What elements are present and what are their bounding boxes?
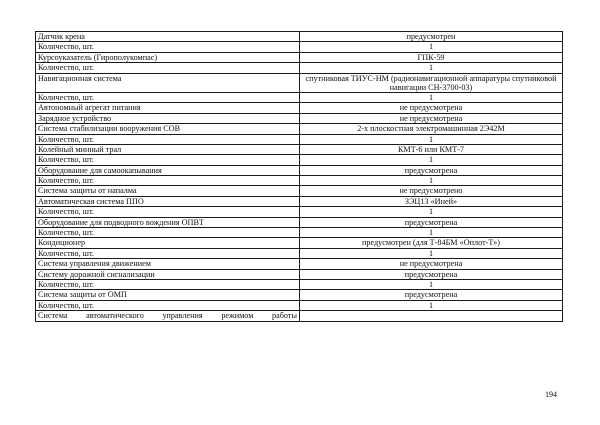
row-label: Оборудование для самоокапывания <box>36 165 300 175</box>
row-label: Количество, шт. <box>36 248 300 258</box>
table-row <box>36 259 563 269</box>
table-row <box>36 300 563 310</box>
row-label: Система управления движением <box>36 259 300 269</box>
table-row <box>36 228 563 238</box>
table-row <box>36 113 563 123</box>
row-value: 1 <box>300 134 563 144</box>
row-value: 1 <box>300 228 563 238</box>
row-value: 1 <box>300 155 563 165</box>
table-row <box>36 290 563 300</box>
row-value: предусмотрен <box>300 32 563 42</box>
row-label: Система автоматического управления режимом работы <box>36 311 300 321</box>
row-value: ГПК-59 <box>300 52 563 62</box>
row-value: предусмотрена <box>300 290 563 300</box>
table-row <box>36 42 563 52</box>
row-value: 1 <box>300 207 563 217</box>
spec-table-body <box>36 32 563 322</box>
row-label: Количество, шт. <box>36 176 300 186</box>
row-label: Зарядное устройство <box>36 113 300 123</box>
table-row <box>36 248 563 258</box>
row-label: Система защиты от ОМП <box>36 290 300 300</box>
row-value <box>300 311 563 321</box>
table-row <box>36 32 563 42</box>
table-row <box>36 217 563 227</box>
table-row <box>36 280 563 290</box>
row-value: 1 <box>300 300 563 310</box>
table-row <box>36 165 563 175</box>
row-label: Система защиты от напалма <box>36 186 300 196</box>
row-label: Автономный агрегат питания <box>36 103 300 113</box>
row-label: Количество, шт. <box>36 280 300 290</box>
row-value: предусмотрена <box>300 217 563 227</box>
row-label: Количество, шт. <box>36 42 300 52</box>
table-row <box>36 92 563 102</box>
row-value: предусмотрена <box>300 165 563 175</box>
row-value: предусмотрен (для Т-84БМ «Оплот-Т») <box>300 238 563 248</box>
table-row <box>36 73 563 92</box>
row-value: 2-х плоскостная электромашинная 2Э42М <box>300 124 563 134</box>
table-row <box>36 134 563 144</box>
table-row <box>36 207 563 217</box>
row-label: Количество, шт. <box>36 228 300 238</box>
row-label: Навигационная система <box>36 73 300 92</box>
row-value: 1 <box>300 63 563 73</box>
row-label: Курсоуказатель (Гирополукомпас) <box>36 52 300 62</box>
row-label: Количество, шт. <box>36 300 300 310</box>
row-label: Датчик крена <box>36 32 300 42</box>
table-row <box>36 124 563 134</box>
table-row <box>36 269 563 279</box>
table-row <box>36 186 563 196</box>
row-value: 1 <box>300 280 563 290</box>
table-row <box>36 238 563 248</box>
row-label: Систему дорожной сигнализации <box>36 269 300 279</box>
row-label: Автоматическая система ППО <box>36 196 300 206</box>
spec-table <box>35 31 563 322</box>
row-label: Количество, шт. <box>36 134 300 144</box>
row-value: 1 <box>300 92 563 102</box>
table-row <box>36 196 563 206</box>
table-row <box>36 176 563 186</box>
table-row <box>36 311 563 321</box>
row-value: не предусмотрена <box>300 113 563 123</box>
row-label: Оборудование для подводного вождения ОПВТ <box>36 217 300 227</box>
table-row <box>36 155 563 165</box>
table-row <box>36 52 563 62</box>
row-value: 1 <box>300 42 563 52</box>
row-label: Количество, шт. <box>36 207 300 217</box>
row-label: Колейный минный трал <box>36 144 300 154</box>
page-number: 194 <box>545 390 557 399</box>
row-label: Кондиционер <box>36 238 300 248</box>
table-row <box>36 63 563 73</box>
row-value: КМТ-6 или КМТ-7 <box>300 144 563 154</box>
row-value: 1 <box>300 176 563 186</box>
row-value: 1 <box>300 248 563 258</box>
row-label: Система стабилизации вооружения СОВ <box>36 124 300 134</box>
row-value: не предусмотрено <box>300 186 563 196</box>
table-row <box>36 144 563 154</box>
table-row <box>36 103 563 113</box>
row-value: не предусмотрена <box>300 259 563 269</box>
row-label: Количество, шт. <box>36 155 300 165</box>
row-label: Количество, шт. <box>36 63 300 73</box>
row-value: предусмотрена <box>300 269 563 279</box>
row-value: не предусмотрена <box>300 103 563 113</box>
row-value: спутниковая ТИУС-НМ (радионавигационной аппаратуры спутниковой навигации СН-3700-03) <box>300 73 563 92</box>
row-label: Количество, шт. <box>36 92 300 102</box>
row-value: ЗЭЦ13 «Иней» <box>300 196 563 206</box>
